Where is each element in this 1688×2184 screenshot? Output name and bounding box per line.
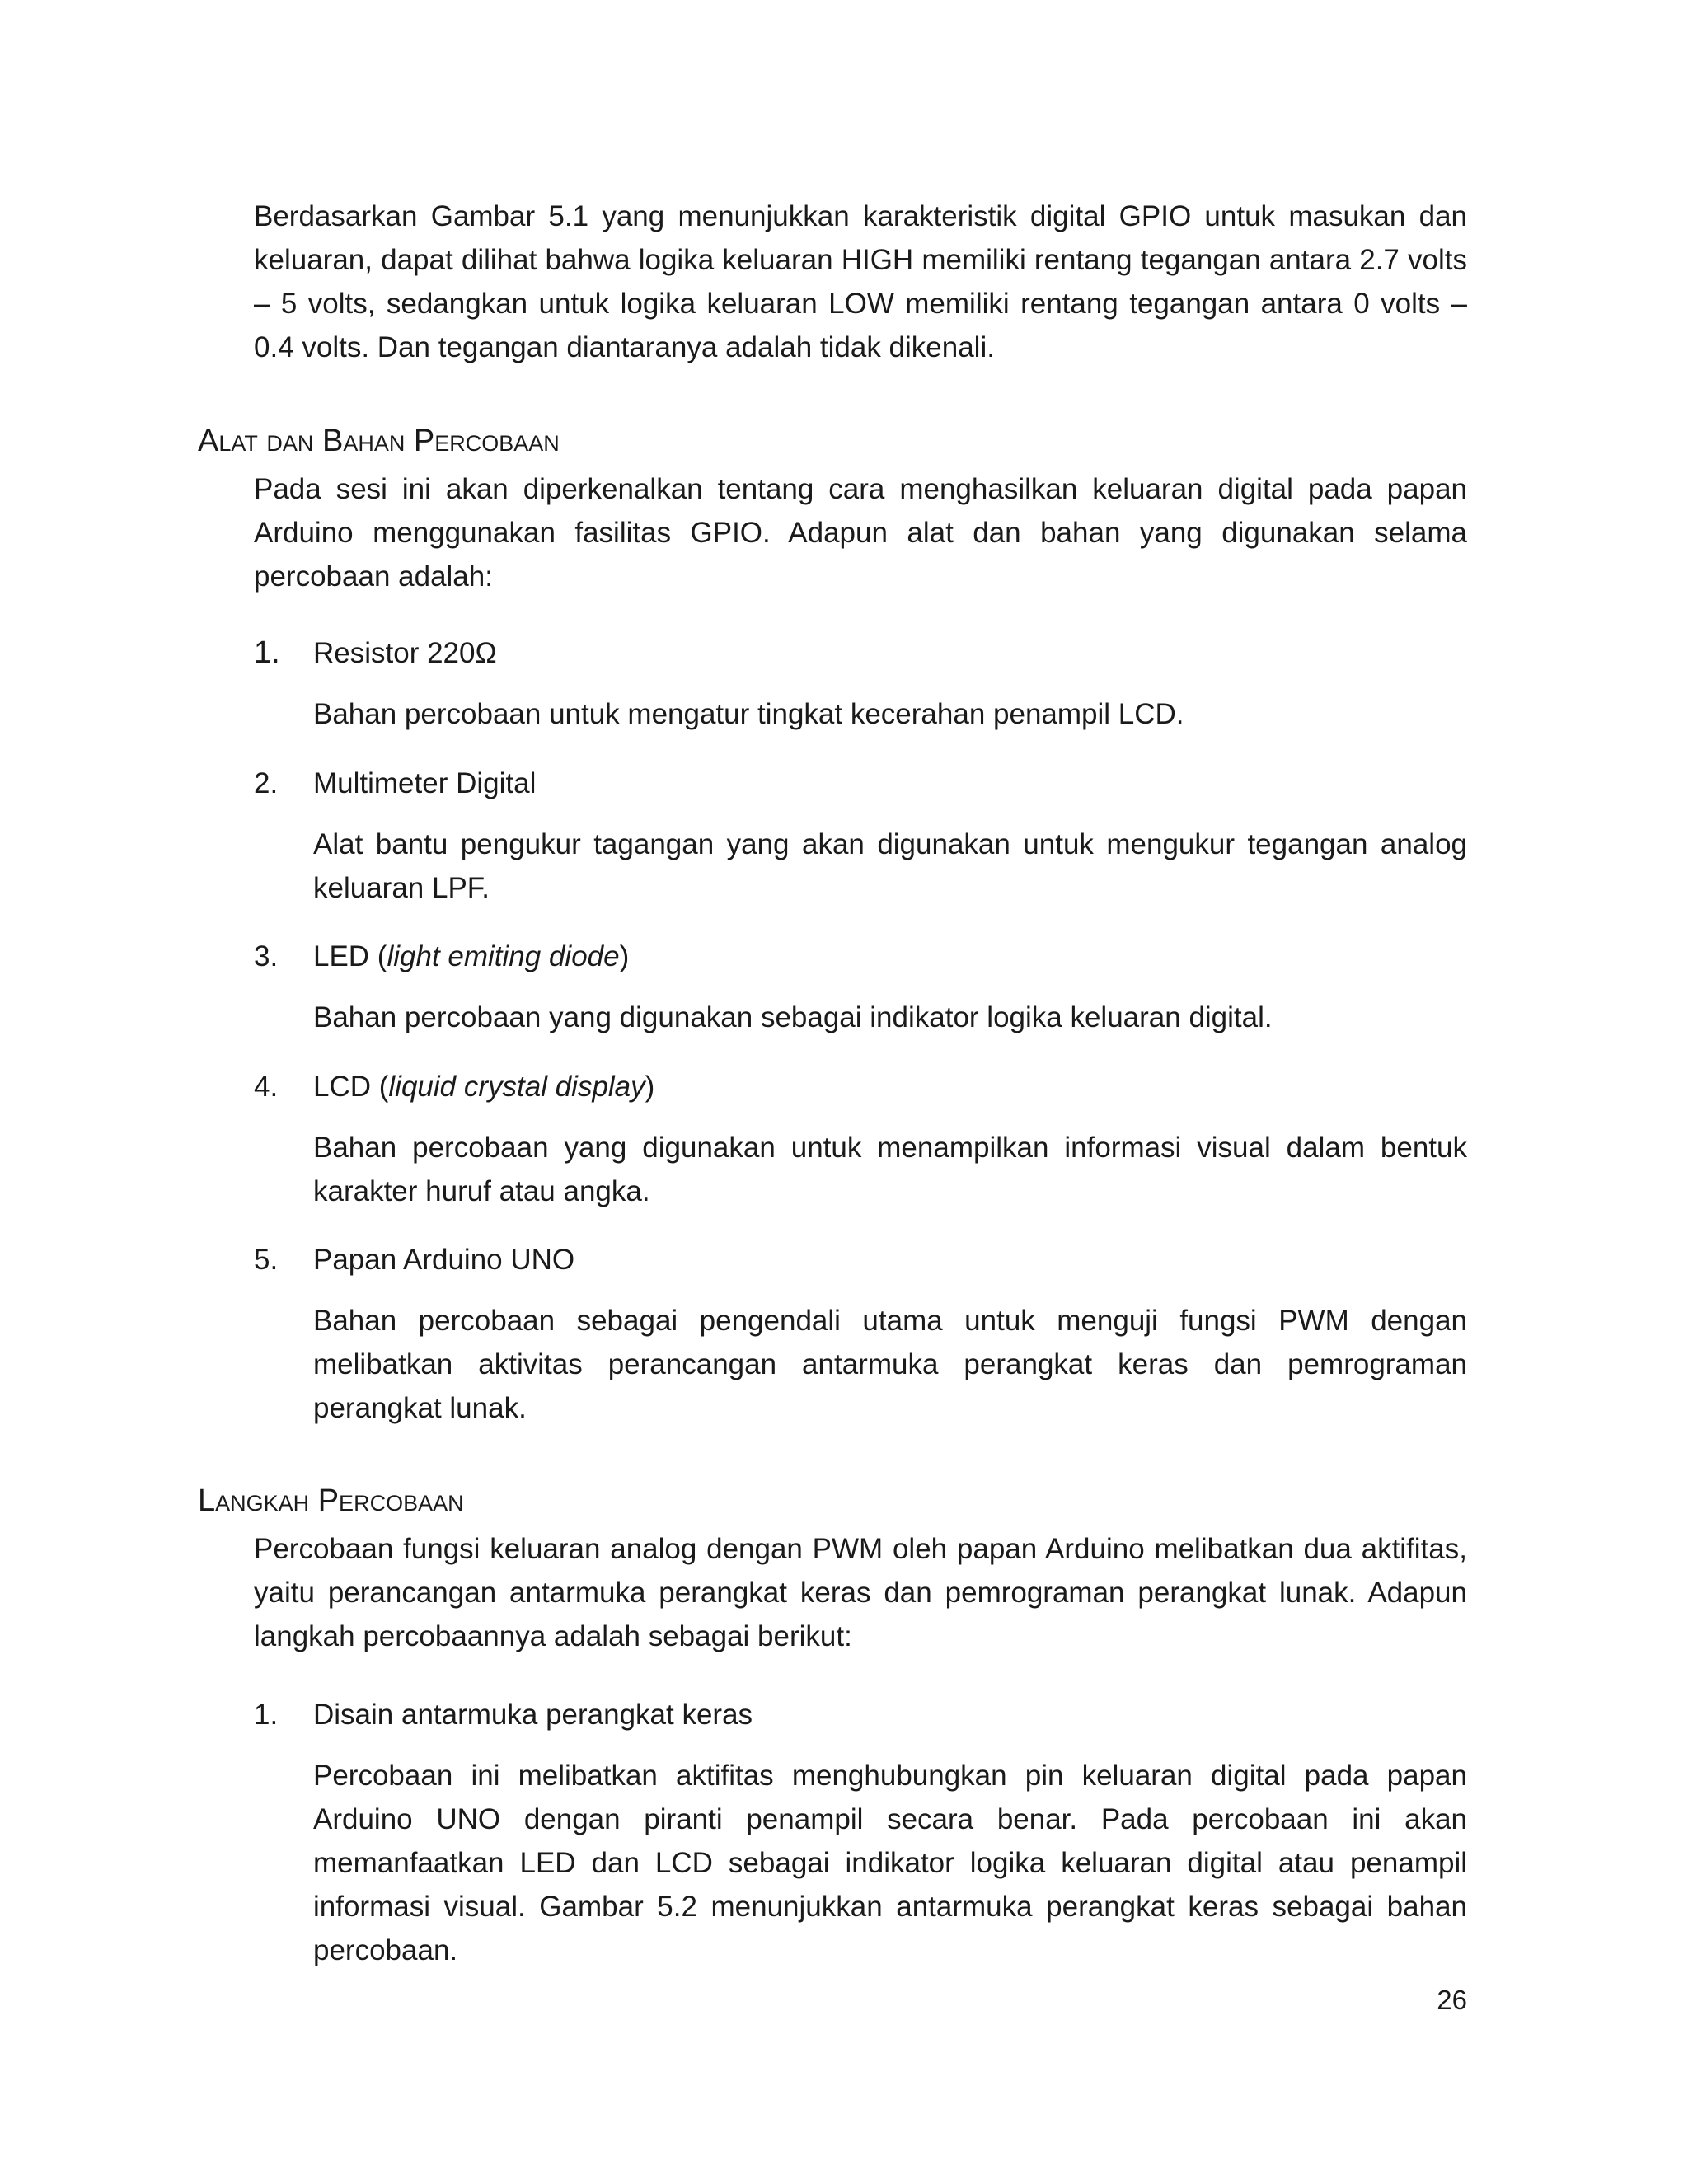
list-item-title — [313, 1693, 753, 1736]
list-item-title-text: LED ( — [313, 940, 387, 972]
list-item-description: Alat bantu pengukur tagangan yang akan digunakan untuk mengukur tegangan analog keluaran LPF. — [313, 828, 1467, 904]
section-heading-langkah-percobaan: Langkah Percobaan — [198, 1483, 464, 1518]
alat-intro-paragraph: Pada sesi ini akan diperkenalkan tentang cara menghasilkan keluaran digital pada papan Arduino menggunakan fasilitas GPIO. Adapun alat dan bahan yang digunakan selama percobaan adalah: — [254, 473, 1467, 593]
list-item-number: 4. — [254, 1071, 279, 1103]
list-item-title — [313, 935, 629, 978]
list-item-title-text: Resistor 220Ω — [313, 637, 497, 669]
list-item-title-italic: liquid crystal display — [388, 1071, 645, 1103]
langkah-intro-paragraph: Percobaan fungsi keluaran analog dengan PWM oleh papan Arduino melibatkan dua aktifitas, yaitu perancangan antarmuka perangkat keras dan pemrograman perangkat lunak. Adapun langkah percobaannya adalah sebagai berikut: — [254, 1533, 1467, 1652]
list-item-number: 1. — [254, 1699, 279, 1731]
list-item-title-text: Papan Arduino UNO — [313, 1244, 575, 1276]
list-item-title — [313, 1238, 574, 1282]
list-item-number: 3. — [254, 940, 279, 972]
list-item-title — [313, 631, 497, 675]
list-item-description: Bahan percobaan yang digunakan sebagai indikator logika keluaran digital. — [313, 1001, 1273, 1033]
page-number: 26 — [1437, 1985, 1467, 2015]
list-item-title-text: Multimeter Digital — [313, 767, 537, 799]
list-item-description: Bahan percobaan untuk mengatur tingkat kecerahan penampil LCD. — [313, 698, 1184, 730]
list-item-title — [313, 762, 536, 805]
list-item-description: Bahan percobaan yang digunakan untuk menampilkan informasi visual dalam bentuk karakter huruf atau angka. — [313, 1132, 1467, 1207]
list-item-title-suffix: ) — [645, 1071, 655, 1103]
list-item-description: Bahan percobaan sebagai pengendali utama untuk menguji fungsi PWM dengan melibatkan aktivitas perancangan antarmuka perangkat keras dan pemrograman perangkat lunak. — [313, 1305, 1467, 1424]
list-item-description: Percobaan ini melibatkan aktifitas menghubungkan pin keluaran digital pada papan Arduino UNO dengan piranti penampil secara benar. Pada percobaan ini akan memanfaatkan LED dan LCD sebagai indikator logika keluaran digital atau penampil informasi visual. Gambar 5.2 menunjukkan antarmuka perangkat keras sebagai bahan percobaan. — [313, 1760, 1467, 1966]
list-item-title-text: Disain antarmuka perangkat keras — [313, 1699, 753, 1731]
list-item-number: 5. — [254, 1244, 279, 1276]
list-item-title-suffix: ) — [619, 940, 630, 972]
section-heading-alat-dan-bahan: Alat dan Bahan Percobaan — [198, 424, 560, 458]
list-item-number: 2. — [254, 767, 279, 799]
list-item-title-text: LCD ( — [313, 1071, 389, 1103]
list-item-title-italic: light emiting diode — [387, 940, 620, 972]
list-item-title — [313, 1065, 654, 1108]
intro-paragraph: Berdasarkan Gambar 5.1 yang menunjukkan karakteristik digital GPIO untuk masukan dan keluaran, dapat dilihat bahwa logika keluaran HIGH memiliki rentang tegangan antara 2.7 volts – 5 volts, sedangkan untuk logika keluaran LOW memiliki rentang tegangan antara 0 volts – 0.4 volts. Dan tegangan diantaranya adalah tidak dikenali. — [254, 200, 1467, 363]
list-item-number: 1. — [254, 635, 280, 670]
